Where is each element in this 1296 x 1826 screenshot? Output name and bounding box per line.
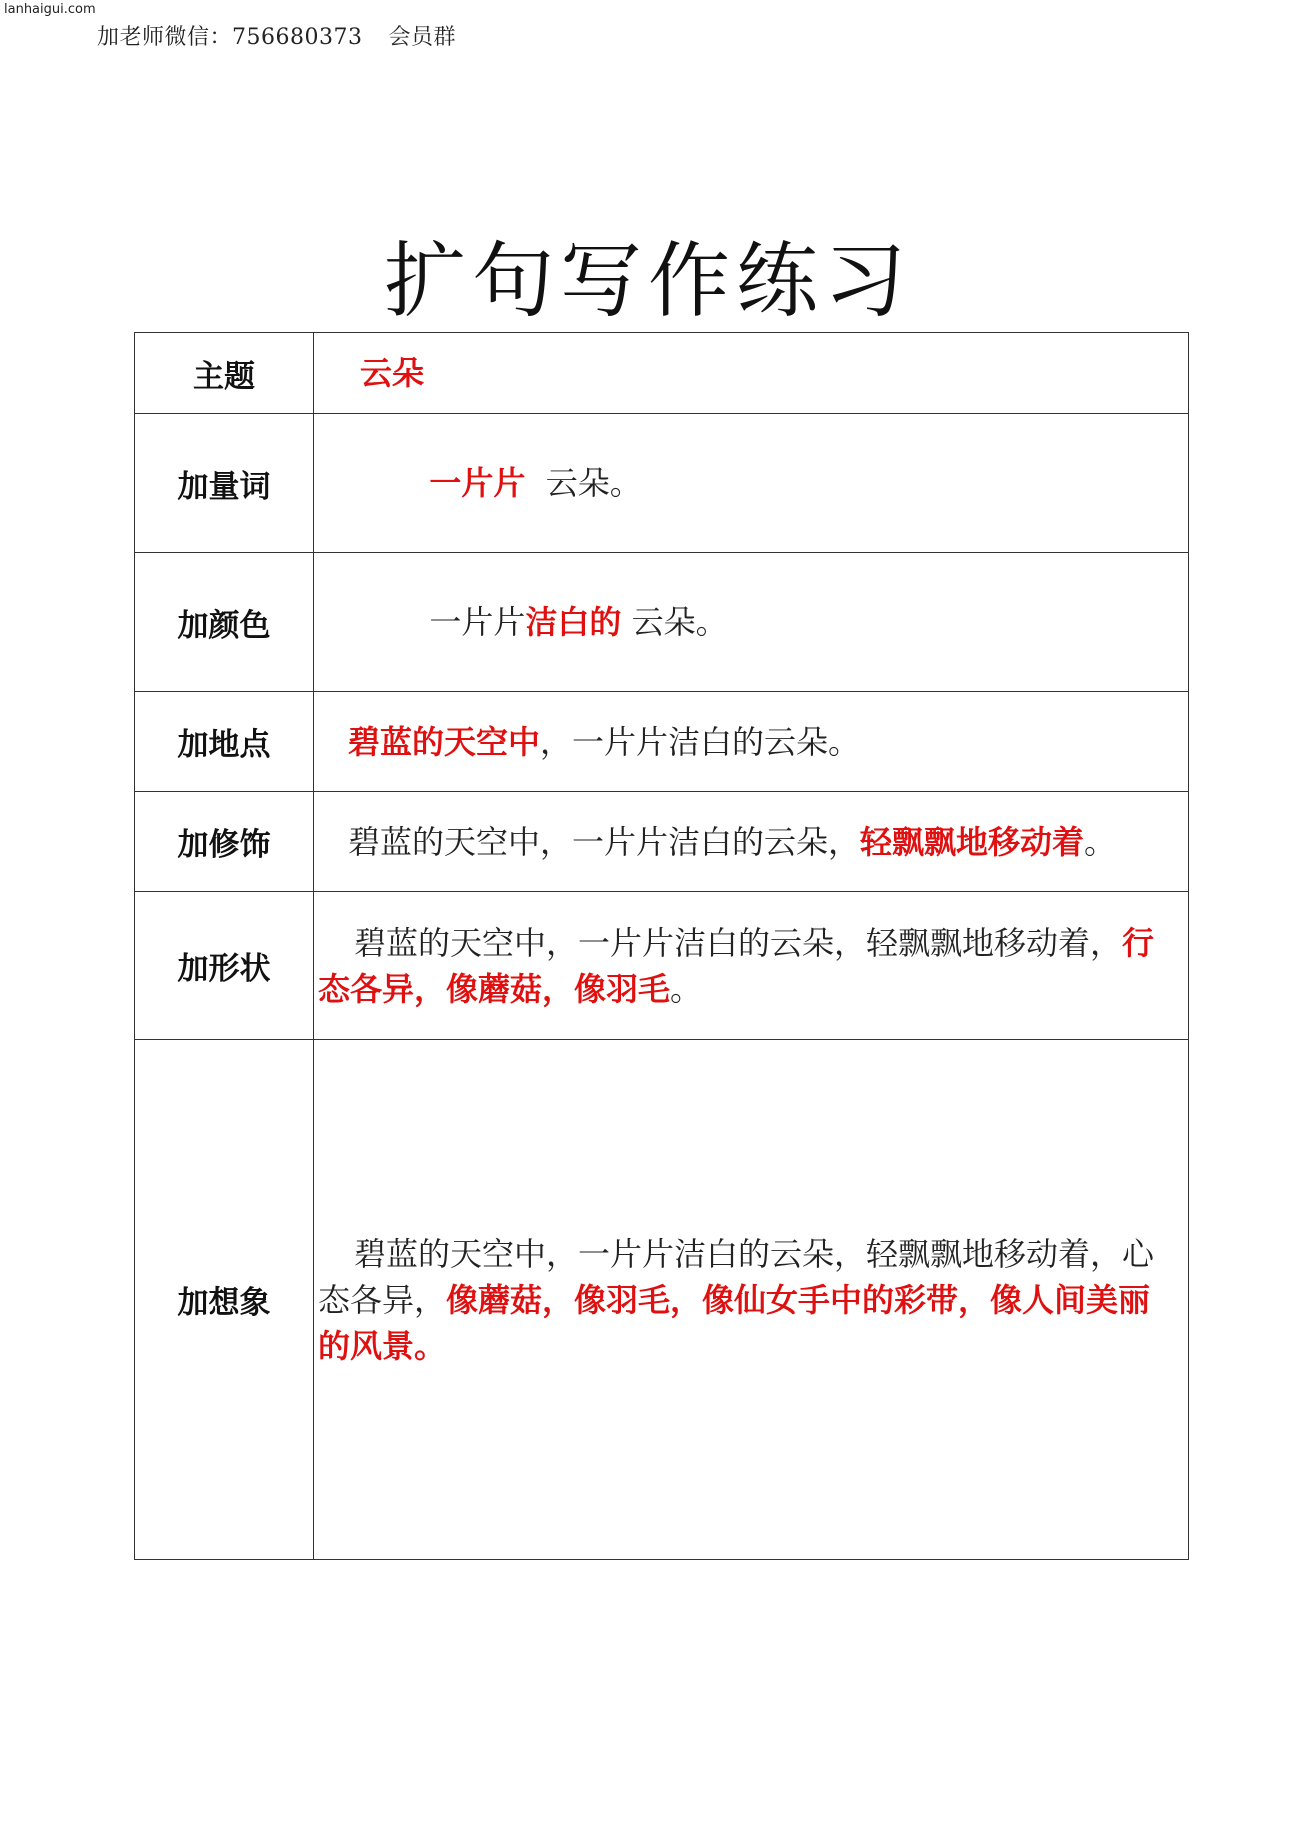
sentence-segment: 洁白的 <box>525 603 622 641</box>
contact-number: 756680373 <box>232 25 363 50</box>
sentence-segment: 一片片 <box>429 464 526 502</box>
contact-prefix: 加老师微信： <box>97 25 233 50</box>
sentence-segment: 。 <box>1084 822 1117 861</box>
row-content <box>314 792 1189 892</box>
sentence-segment: 碧蓝的天空中，一片片洁白的云朵，轻飘飘地移动着，心态各异， <box>318 1234 1155 1319</box>
table-row <box>135 792 1189 892</box>
table-row <box>135 414 1189 553</box>
sentence-segment: 碧蓝的天空中 <box>348 722 541 761</box>
table-row <box>135 892 1189 1040</box>
sentence-segment: 云朵。 <box>525 464 642 502</box>
sentence-segment: 云朵。 <box>621 603 728 641</box>
row-label: 加修饰 <box>135 792 314 892</box>
expansion-table <box>134 332 1189 1560</box>
group-label: 会员群 <box>388 25 457 50</box>
row-label: 加地点 <box>135 692 314 792</box>
contact-line <box>97 20 456 51</box>
row-content <box>314 892 1189 1040</box>
row-content <box>314 1040 1189 1560</box>
sentence-segment: 行态各异，像蘑菇，像羽毛 <box>318 923 1155 1008</box>
sentence-segment: 云朵 <box>360 354 425 392</box>
row-label: 加量词 <box>135 414 314 553</box>
row-label: 加颜色 <box>135 553 314 692</box>
sentence-segment: 一片片 <box>429 603 526 641</box>
table-row <box>135 1040 1189 1560</box>
sentence-segment: 。 <box>670 969 703 1008</box>
table-row <box>135 333 1189 414</box>
row-label: 加想象 <box>135 1040 314 1560</box>
sentence-segment: 轻飘飘地移动着 <box>860 822 1085 861</box>
sentence-segment: ，一片片洁白的云朵。 <box>540 722 861 761</box>
page-title: 扩句写作练习 <box>383 233 912 329</box>
site-watermark: lanhaigui.com <box>4 2 96 17</box>
row-content <box>314 553 1189 692</box>
table-row <box>135 692 1189 792</box>
row-content <box>314 333 1189 414</box>
row-content <box>314 414 1189 553</box>
table-row <box>135 553 1189 692</box>
row-label: 加形状 <box>135 892 314 1040</box>
sentence-segment: 像蘑菇，像羽毛，像仙女手中的彩带，像人间美丽的风景。 <box>318 1280 1151 1365</box>
sentence-segment: 碧蓝的天空中，一片片洁白的云朵，轻飘飘地移动着， <box>354 923 1123 962</box>
sentence-segment: 碧蓝的天空中，一片片洁白的云朵， <box>348 822 861 861</box>
row-content <box>314 692 1189 792</box>
row-label: 主题 <box>135 333 314 414</box>
